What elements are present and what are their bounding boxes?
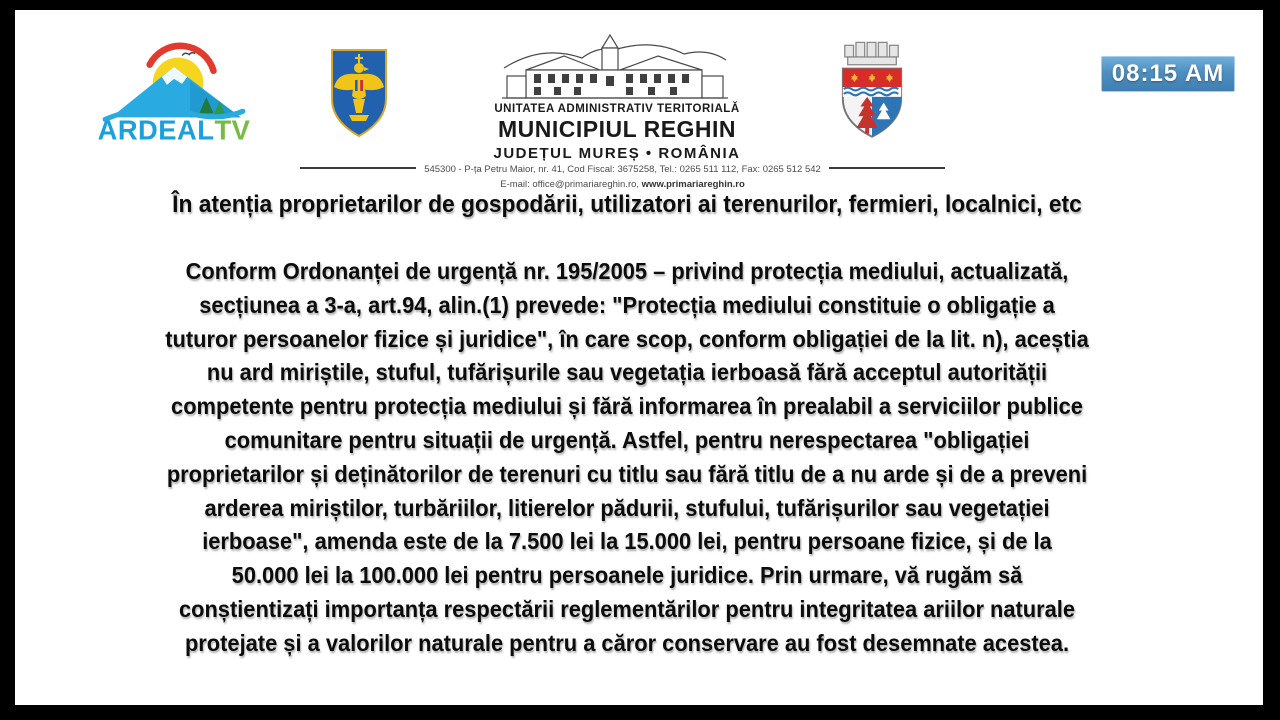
org-name-line3: JUDEȚUL MUREȘ • ROMÂNIA — [493, 145, 741, 162]
contact-line — [300, 179, 945, 190]
address-line: 545300 - P-ța Petru Maior, nr. 41, Cod Fiscal: 3675258, Tel.: 0265 511 112, Fax: 0265 512 542 — [416, 164, 829, 175]
announcement-body-line: tuturor persoanelor fizice și juridice", în care scop, conform obligației de la lit. n), aceștia — [165, 325, 1089, 352]
email-text: E-mail: office@primariareghin.ro, — [500, 179, 642, 190]
romania-coat-of-arms-icon — [329, 47, 389, 139]
announcement-body-line: competente pentru protecția mediului și fără informarea în prealabil a serviciilor publice — [171, 393, 1083, 420]
website-text: www.primariareghin.ro — [641, 179, 745, 190]
channel-name-secondary: TV — [214, 114, 251, 142]
reghin-coat-of-arms-icon — [837, 38, 907, 144]
org-name-line2: MUNICIPIUL REGHIN — [497, 116, 737, 142]
announcement-body-line: ierboase", amenda este de la 7.500 lei la 15.000 lei, pentru persoane fizice, și de la — [202, 528, 1052, 555]
letterhead-address — [300, 159, 945, 190]
announcement-body — [60, 255, 1194, 661]
announcement-body-line: nu ard miriștile, stuful, tufărișurile sau vegetația ierboasă fără acceptul autorității — [206, 359, 1048, 386]
announcement-body-line: secțiunea a 3-a, art.94, alin.(1) prevede: "Protecția mediului constituie o obligație a — [199, 291, 1055, 318]
ardeal-tv-logo-icon — [93, 40, 255, 142]
channel-name-primary: ARDEAL — [97, 114, 215, 142]
clock-badge: 08:15 AM — [1101, 56, 1235, 92]
announcement-body-line: protejate și a valorilor naturale pentru a căror conservare au fost desemnate acestea. — [184, 629, 1070, 656]
reghin-town-hall-sketch-icon — [502, 34, 728, 106]
letterhead — [427, 103, 807, 162]
announcement-body-line: conștientizați importanța respectării reglementărilor pentru integritatea ariilor naturale — [178, 595, 1076, 622]
announcement-body-line: proprietarilor și deținătorilor de terenuri cu titlu sau fără titlu de a nu arde și de a preveni — [166, 460, 1088, 487]
announcement-body-line: comunitare pentru situații de urgență. Astfel, pentru nerespectarea "obligației — [224, 426, 1030, 453]
content-area — [15, 10, 1263, 705]
announcement-body-line: arderea miriștilor, turbăriilor, litierelor pădurii, stufului, tufărișurilor sau vegetației — [204, 494, 1050, 521]
announcement-title: În atenția proprietarilor de gospodării, utilizatori ai terenurilor, fermieri, localnici, etc — [172, 191, 1082, 218]
announcement-body-line: 50.000 lei la 100.000 lei pentru persoanele juridice. Prin urmare, vă rugăm să — [231, 562, 1023, 589]
announcement-body-line: Conform Ordonanței de urgență nr. 195/2005 – privind protecția mediului, actualizată, — [185, 258, 1069, 284]
svg-text:ARDEALTV — [98, 115, 251, 142]
org-name-line1: UNITATEA ADMINISTRATIV TERITORIALĂ — [494, 103, 740, 115]
